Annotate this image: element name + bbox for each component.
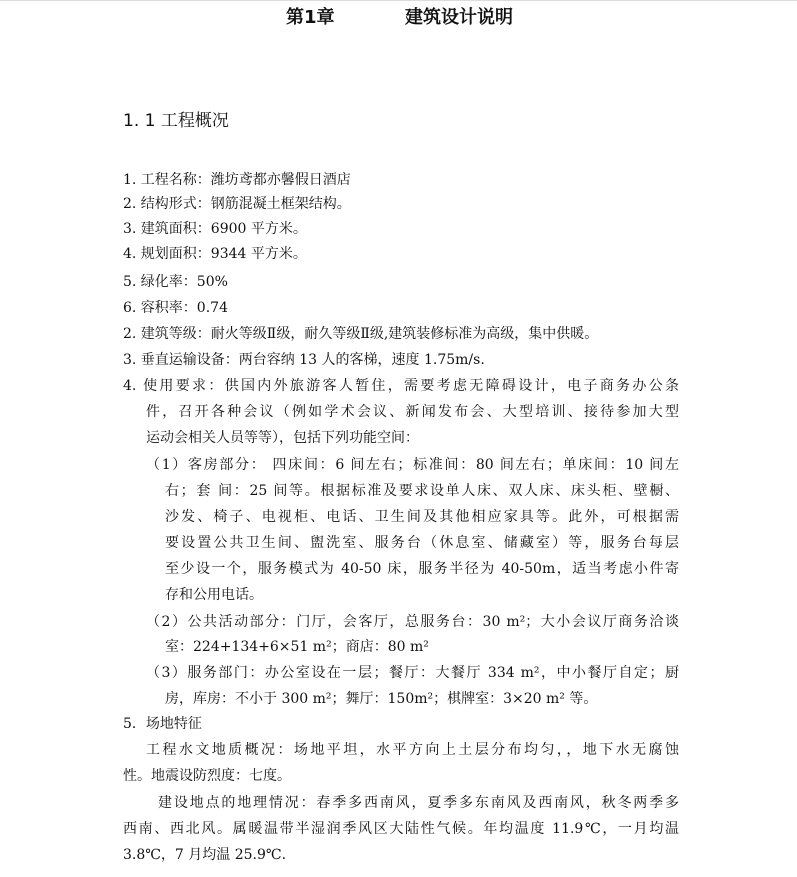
paragraph-line: （2）公共活动部分：门厅，会客厅，总服务台：30 m²；大小会议厅商务洽谈 xyxy=(146,614,679,630)
paragraph-line: 室：224+134+6×51 m²；商店：80 m² xyxy=(165,639,429,655)
paragraph-line: 4. 使用要求：供国内外旅游客人暂住，需要考虑无障碍设计，电子商务办公条 xyxy=(123,378,679,394)
paragraph-line: 2. 结构形式：钢筋混凝土框架结构。 xyxy=(123,196,351,212)
paragraph-line: （1）客房部分： 四床间：6 间左右；标准间：80 间左右；单床间：10 间左 xyxy=(146,457,679,473)
paragraph-line: （3）服务部门：办公室设在一层；餐厅：大餐厅 334 m²，中小餐厅自定；厨 xyxy=(146,665,679,681)
paragraph-line: 工程水文地质概况：场地平坦，水平方向上土层分布均匀，，地下水无腐蚀 xyxy=(146,742,679,758)
paragraph-line: 右；套 间：25 间等。根据标准及要求设单人床、双人床、床头柜、壁橱、 xyxy=(165,483,679,499)
section-heading: 1. 1 工程概况 xyxy=(123,111,229,131)
paragraph-line: 要设置公共卫生间、盥洗室、服务台（休息室、储藏室）等，服务台每层 xyxy=(165,535,679,551)
paragraph-line: 4. 规划面积：9344 平方米。 xyxy=(123,246,307,262)
paragraph-line: 沙发、椅子、电视柜、电话、卫生间及其他相应家具等。此外，可根据需 xyxy=(165,509,679,525)
paragraph-line: 存和公用电话。 xyxy=(165,587,263,603)
paragraph-line: 2. 建筑等级：耐火等级Ⅱ级，耐久等级Ⅱ级,建筑装修标准为高级，集中供暖。 xyxy=(123,326,599,342)
paragraph-line: 件，召开各种会议（例如学术会议、新闻发布会、大型培训、接待参加大型 xyxy=(146,404,679,420)
paragraph-line: 建设地点的地理情况：春季多西南风，夏季多东南风及西南风，秋冬两季多 xyxy=(158,795,679,811)
paragraph-line: 1. 工程名称：潍坊鸢都亦馨假日酒店 xyxy=(123,172,351,188)
paragraph-line: 6. 容积率：0.74 xyxy=(123,300,228,316)
paragraph-line: 至少设一个，服务模式为 40-50 床，服务半径为 40-50m，适当考虑小件寄 xyxy=(165,561,679,577)
paragraph-line: 房，库房：不小于 300 m²；舞厅：150m²；棋牌室：3×20 m² 等。 xyxy=(165,691,598,707)
paragraph-line: 性。地震设防烈度：七度。 xyxy=(123,768,291,784)
top-border xyxy=(0,0,797,1)
paragraph-line: 5. 绿化率：50% xyxy=(123,274,228,290)
paragraph-line: 5．场地特征 xyxy=(123,716,202,732)
chapter-name: 建筑设计说明 xyxy=(405,7,513,28)
paragraph-line: 运动会相关人员等等），包括下列功能空间： xyxy=(146,430,419,446)
paragraph-line: 3.8℃，7 月均温 25.9℃. xyxy=(123,847,287,863)
paragraph-line: 3. 垂直运输设备：两台容纳 13 人的客梯，速度 1.75m/s. xyxy=(123,352,485,368)
paragraph-line: 西南、西北风。属暖温带半湿润季风区大陆性气候。年均温度 11.9℃，一月均温 xyxy=(123,821,679,837)
chapter-number: 第1章 xyxy=(286,7,335,28)
paragraph-line: 3. 建筑面积：6900 平方米。 xyxy=(123,221,307,237)
